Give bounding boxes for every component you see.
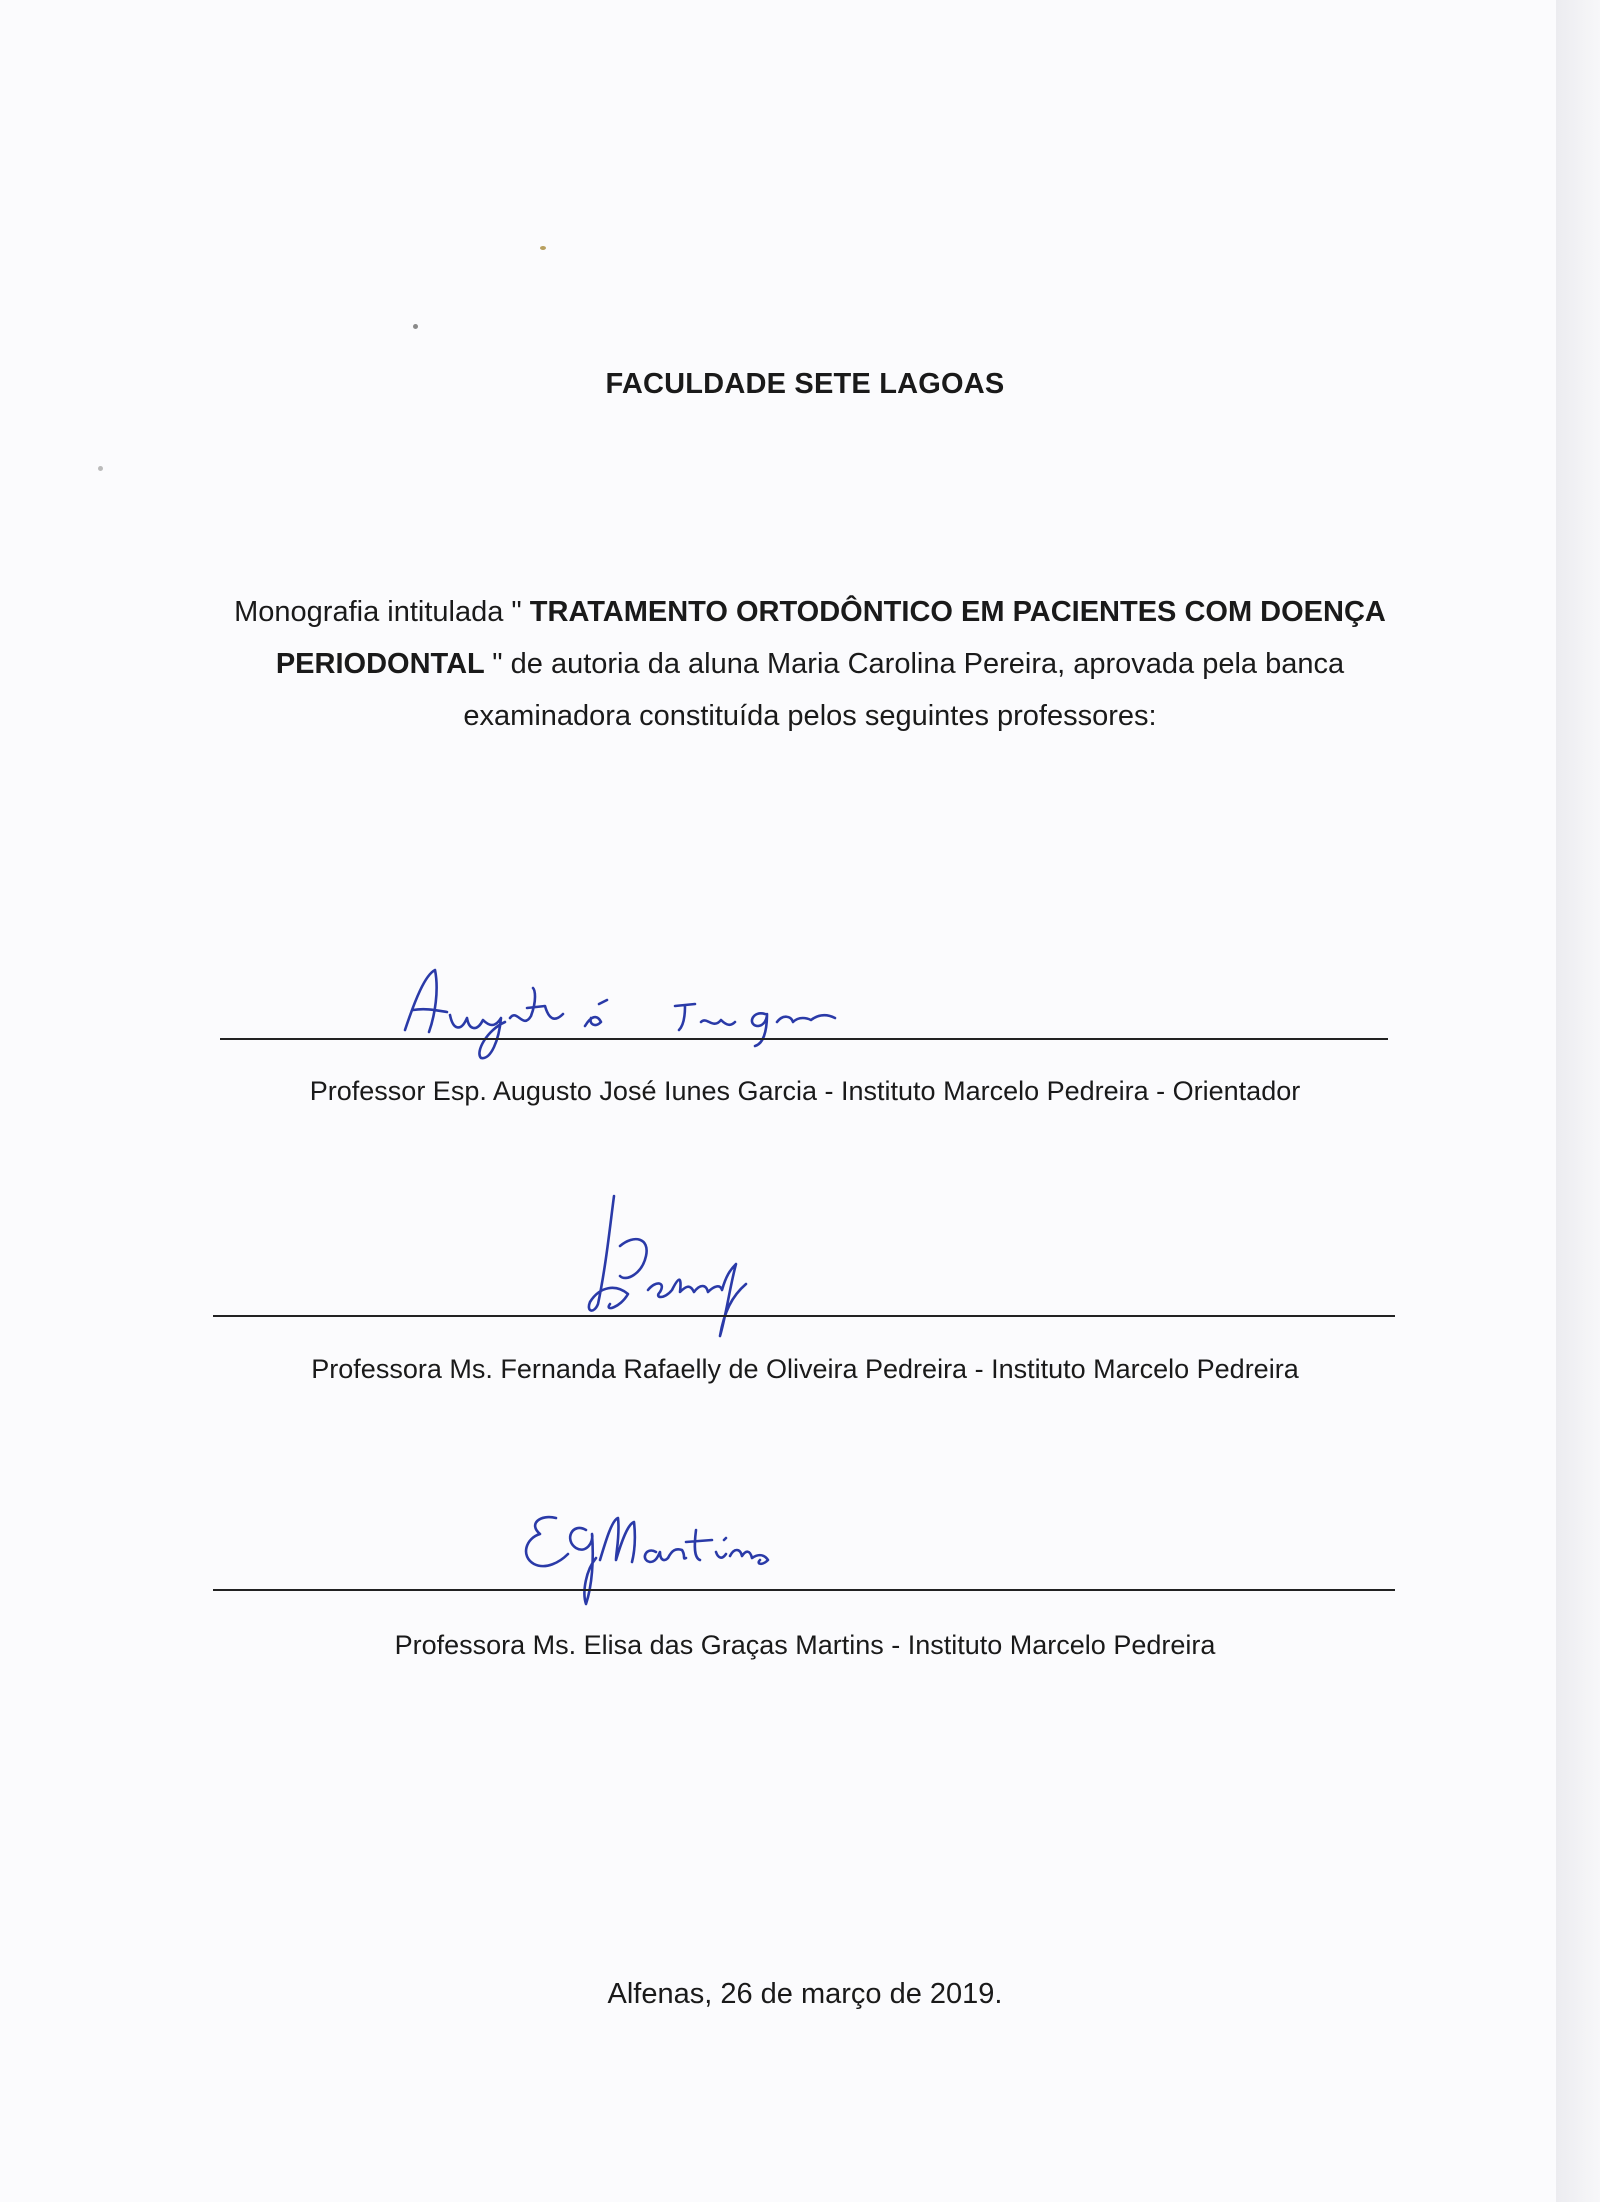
signature-line xyxy=(213,1589,1395,1591)
scan-speck xyxy=(413,324,418,329)
scan-speck xyxy=(98,466,103,471)
examiner-caption: Professora Ms. Fernanda Rafaelly de Oliveira Pedreira - Instituto Marcelo Pedreira xyxy=(311,1354,1299,1384)
examiner-caption: Professora Ms. Elisa das Graças Martins - Instituto Marcelo Pedreira xyxy=(394,1630,1216,1660)
institution-title: FACULDADE SETE LAGOAS xyxy=(605,368,1005,400)
approval-prefix: Monografia intitulada " xyxy=(234,596,522,628)
approval-suffix: " de autoria da aluna Maria Carolina Pereira, aprovada pela banca examinadora constituída pelos seguintes professores: xyxy=(463,648,1345,732)
scan-edge xyxy=(1556,0,1600,2202)
handwritten-signature-martins xyxy=(516,1500,816,1610)
monograph-title: TRATAMENTO ORTODÔNTICO EM PACIENTES COM DOENÇA PERIODONTAL xyxy=(275,596,1386,680)
signature-line xyxy=(220,1038,1388,1040)
place-and-date: Alfenas, 26 de março de 2019. xyxy=(607,1978,1003,2010)
handwritten-signature-pedreira xyxy=(570,1186,780,1346)
scan-speck xyxy=(540,246,546,250)
handwritten-signature-augusto xyxy=(395,960,855,1070)
signature-line xyxy=(213,1315,1395,1317)
examiner-caption: Professor Esp. Augusto José Iunes Garcia - Instituto Marcelo Pedreira - Orientador xyxy=(309,1076,1301,1106)
approval-statement xyxy=(190,586,1430,742)
